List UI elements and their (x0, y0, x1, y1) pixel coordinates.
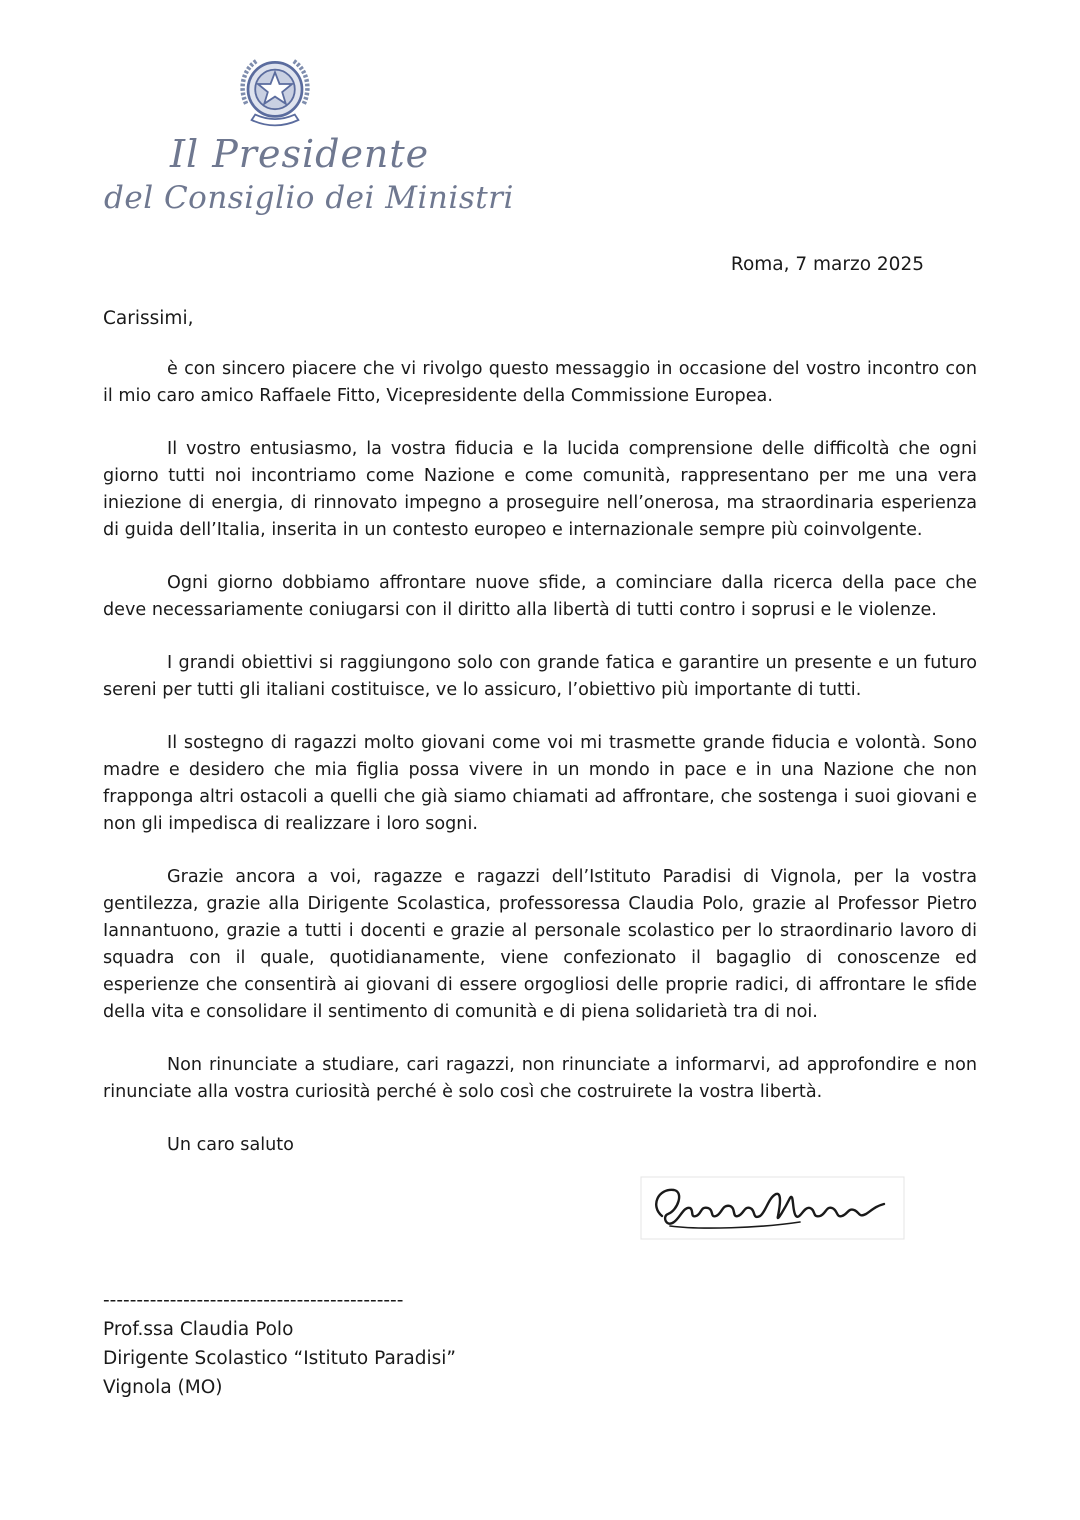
recipient-role: Dirigente Scolastico “Istituto Paradisi” (103, 1348, 456, 1369)
recipient-block (103, 1286, 456, 1402)
signature-icon (640, 1176, 905, 1240)
body-paragraph: Non rinunciate a studiare, cari ragazzi, non rinunciate a informarvi, ad approfondire e non rinunciate alla vostra curiosità perché è solo così che costruirete la vostra libertà. (103, 1055, 977, 1102)
letter-date: Roma, 7 marzo 2025 (730, 254, 924, 275)
salutation: Carissimi, (103, 308, 194, 329)
letter-body (103, 356, 977, 1159)
closing: Un caro saluto (167, 1135, 294, 1155)
body-paragraph: Il vostro entusiasmo, la vostra fiducia e la lucida comprensione delle difficoltà che ogni giorno tutti noi incontriamo come Nazione e come comunità, rappresentano per me una vera iniezione di energia, di rinnovato impegno a proseguire nell’onerosa, ma straordinaria esperienza di guida dell’Italia, inserita in un contesto europeo e internazionale sempre più coinvolgente. (103, 439, 977, 540)
body-paragraph: è con sincero piacere che vi rivolgo questo messaggio in occasione del vostro incontro con il mio caro amico Raffaele Fitto, Vicepresidente della Commissione Europea. (103, 359, 977, 406)
recipient-name: Prof.ssa Claudia Polo (103, 1319, 294, 1340)
body-paragraph: Ogni giorno dobbiamo affrontare nuove sfide, a cominciare dalla ricerca della pace che deve necessariamente coniugarsi con il diritto alla libertà di tutti contro i soprusi e le violenze. (103, 573, 977, 620)
body-paragraph: I grandi obiettivi si raggiungono solo con grande fatica e garantire un presente e un futuro sereni per tutti gli italiani costituisce, ve lo assicuro, l’obiettivo più importante di tutti. (103, 653, 977, 700)
letterhead (100, 40, 514, 230)
recipient-location: Vignola (MO) (103, 1377, 223, 1398)
body-paragraph: Il sostegno di ragazzi molto giovani come voi mi trasmette grande fiducia e volontà. Sono madre e desidero che mia figlia possa vivere in un mondo in pace e in una Nazione che non frapponga altri ostacoli a quelli che già siamo chiamati ad affrontare, che sostenga i suoi giovani e non gli impedisca di realizzare i loro sogni. (103, 733, 977, 834)
separator-line: --------------------------------------------- (103, 1290, 404, 1311)
body-paragraph: Grazie ancora a voi, ragazze e ragazzi dell’Istituto Paradisi di Vignola, per la vostra gentilezza, grazie alla Dirigente Scolastica, professoressa Claudia Polo, grazie al Professor Pietro Iannantuono, grazie a tutti i docenti e grazie al personale scolastico per lo straordinario lavoro di squadra con il quale, quotidianamente, viene confezionato il bagaglio di conoscenze ed esperienze che consentirà ai giovani di essere orgogliosi delle proprie radici, di affrontare le sfide della vita e consolidare il sentimento di comunità e di piena solidarietà tra di noi. (103, 867, 977, 1022)
letterhead-title: Il Presidente (170, 132, 430, 176)
letterhead-subtitle: del Consiglio dei Ministri (104, 180, 514, 216)
emblem-icon (230, 48, 320, 138)
